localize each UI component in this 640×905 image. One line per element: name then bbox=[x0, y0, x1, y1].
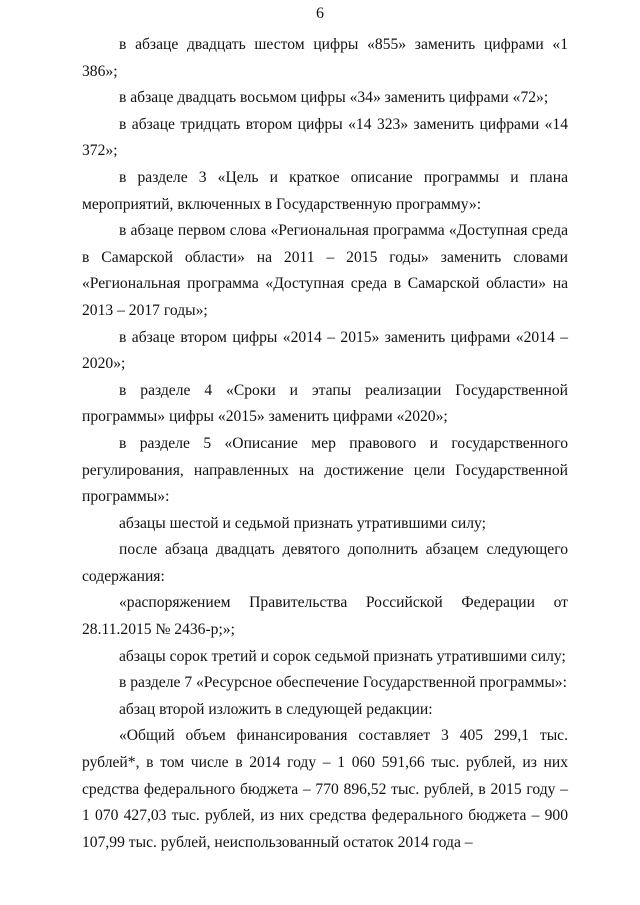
paragraph: абзац второй изложить в следующей редакции: bbox=[119, 700, 433, 718]
paragraph: в разделе 5 «Описание мер правового и государственного регулирования, направленных на достижение цели Государственной программы»: bbox=[82, 434, 568, 506]
paragraph: «Общий объем финансирования составляет 3 405 299,1 тыс. рублей*, в том числе в 2014 году – 1 060 591,66 тыс. рублей, из них средства федерального бюджета – 770 896,52 тыс. рублей, в 2015 году – 1 070 427,03 тыс. рублей, из них средства федерального бюджета – 900 107,99 тыс. рублей, неиспользованный остаток 2014 года – bbox=[82, 727, 568, 851]
paragraph: в абзаце первом слова «Региональная программа «Доступная среда в Самарской области» на 2011 – 2015 годы» заменить словами «Региональная программа «Доступная среда в Самарской области» на 2013 – 2017 годы»; bbox=[82, 222, 568, 319]
paragraph: в абзаце двадцать шестом цифры «855» заменить цифрами «1 386»; bbox=[82, 36, 568, 80]
paragraph: абзацы сорок третий и сорок седьмой признать утратившими силу; bbox=[119, 647, 566, 665]
paragraph: после абзаца двадцать девятого дополнить абзацем следующего содержания: bbox=[82, 541, 568, 585]
paragraph: в абзаце втором цифры «2014 – 2015» заменить цифрами «2014 – 2020»; bbox=[82, 328, 568, 373]
paragraph: «распоряжением Правительства Российской Федерации от 28.11.2015 № 2436-р;»; bbox=[82, 594, 568, 639]
page-number: 6 bbox=[316, 5, 324, 22]
document-body bbox=[82, 32, 568, 856]
paragraph: в разделе 7 «Ресурсное обеспечение Государственной программы»: bbox=[119, 674, 567, 692]
paragraph: в абзаце тридцать втором цифры «14 323» заменить цифрами «14 372»; bbox=[82, 115, 568, 160]
paragraph: в абзаце двадцать восьмом цифры «34» заменить цифрами «72»; bbox=[119, 89, 549, 107]
paragraph: абзацы шестой и седьмой признать утратившими силу; bbox=[119, 514, 486, 532]
paragraph: в разделе 4 «Сроки и этапы реализации Государственной программы» цифры «2015» заменить цифрами «2020»; bbox=[82, 381, 568, 426]
paragraph: в разделе 3 «Цель и краткое описание программы и плана мероприятий, включенных в Государственную программу»: bbox=[82, 168, 568, 213]
